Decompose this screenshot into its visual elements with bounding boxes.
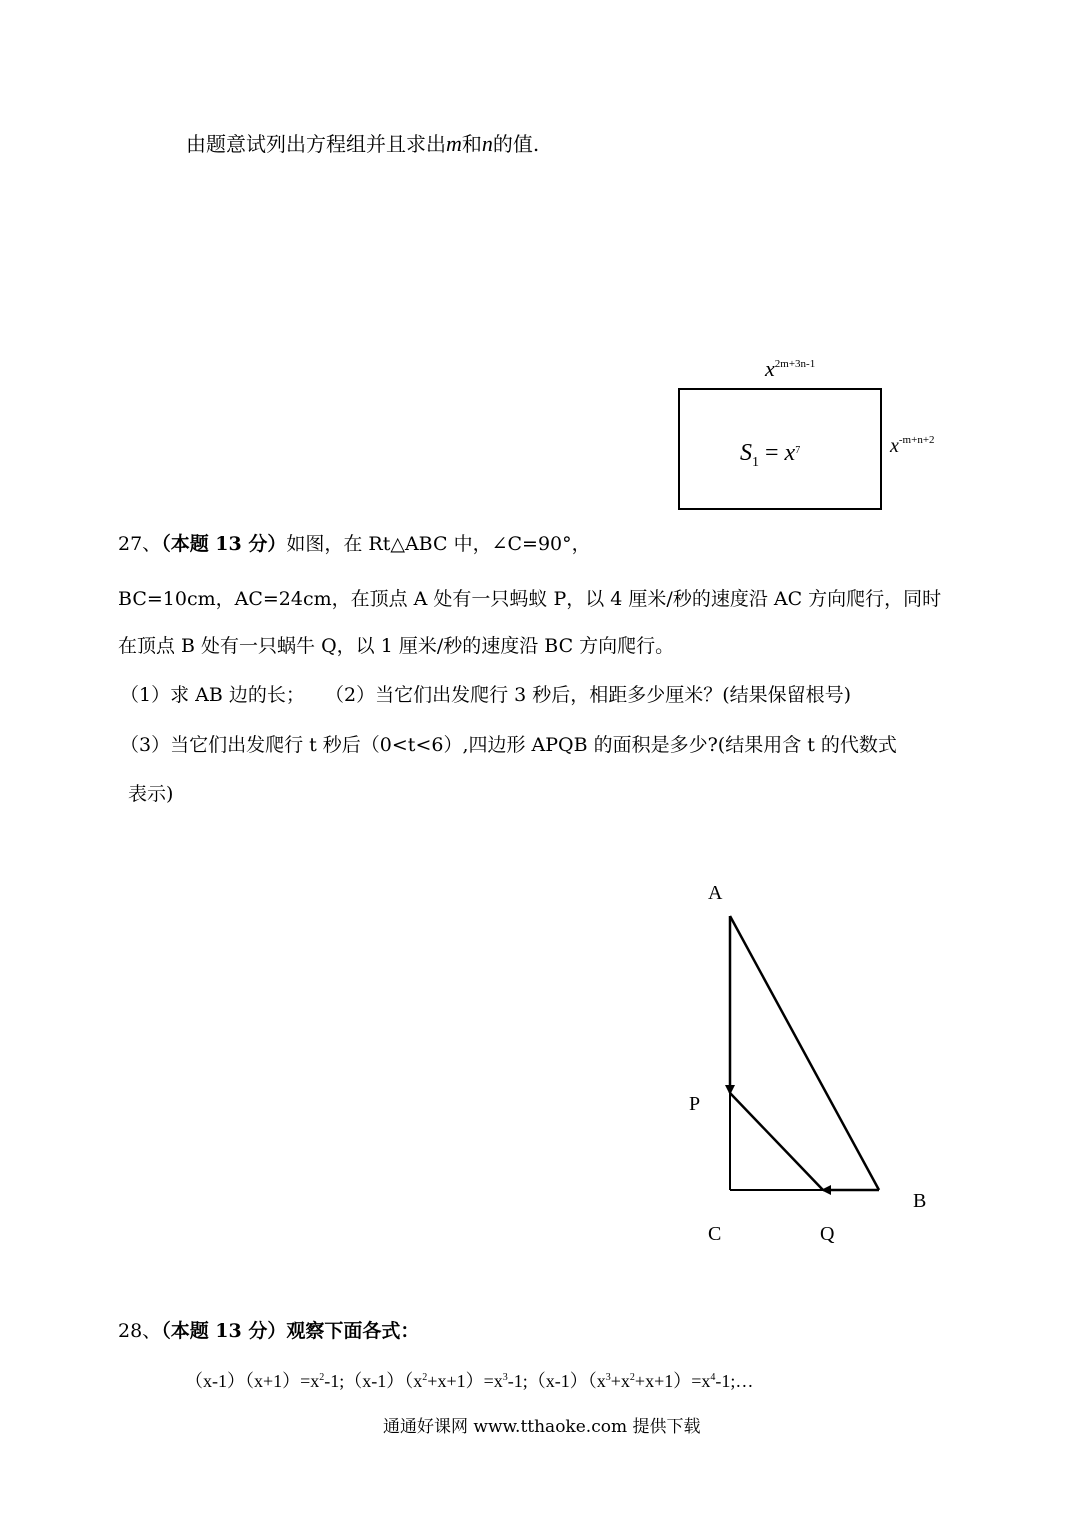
rect-area-label: $S_1 = x^7$ (740, 440, 801, 470)
q28-equations: $(x-1)(x+1)=x^2-1;(x-1)(x^2+x+1)=x^3-1;(x-1)(x^3+x^2+x+1)=x^4-1;\dots$ (185, 1371, 754, 1391)
vertex-a-label: A (708, 882, 723, 904)
q27-points: （本题 13 分） (161, 533, 287, 555)
q28-heading-line (118, 1322, 419, 1341)
q28-heading: （本题 13 分）观察下面各式： (161, 1320, 420, 1342)
side-ab (730, 916, 879, 1190)
q27-sub1: （1）求 AB 边的长； (120, 684, 305, 706)
q27-line3: 在顶点 B 处有一只蜗牛 Q，以 1 厘米/秒的速度沿 BC 方向爬行。 (118, 635, 675, 657)
segment-pq (730, 1093, 823, 1190)
q27-number: 27、 (118, 533, 162, 555)
q27-sub3-line2: 表示) (128, 783, 174, 805)
q27-line2: BC=10cm，AC=24cm，在顶点 A 处有一只蚂蚁 P，以 4 厘米/秒的速度沿 AC 方向爬行，同时 (118, 588, 942, 610)
vertex-b-label: B (913, 1190, 927, 1212)
q26-instruction-pre: 由题意试列出方程组并且求出 (186, 132, 446, 156)
vertex-c-label: C (708, 1223, 722, 1245)
q27-line1-rest: 如图，在 Rt△ABC 中，∠C=90°， (286, 533, 591, 555)
point-q-label: Q (820, 1223, 835, 1245)
q26-instruction-post: 的值. (492, 132, 540, 156)
q28-number: 28、 (118, 1320, 162, 1342)
var-n: n (481, 131, 493, 156)
page-footer: 通通好课网 www.tthaoke.com 提供下载 (383, 1417, 701, 1437)
q27-sub3-line1: （3）当它们出发爬行 t 秒后（0<t<6）,四边形 APQB 的面积是多少?(结果用含 t 的代数式 (120, 734, 897, 756)
q26-and: 和 (461, 132, 482, 156)
q27-sub2: （2）当它们出发爬行 3 秒后，相距多少厘米？(结果保留根号) (325, 684, 852, 706)
var-m: m (446, 131, 462, 156)
point-p-label: P (689, 1093, 701, 1115)
rect-side-label: $x^{-m+n+2}$ (890, 434, 935, 457)
rect-top-label: $x^{2m+3n-1}$ (765, 356, 816, 381)
